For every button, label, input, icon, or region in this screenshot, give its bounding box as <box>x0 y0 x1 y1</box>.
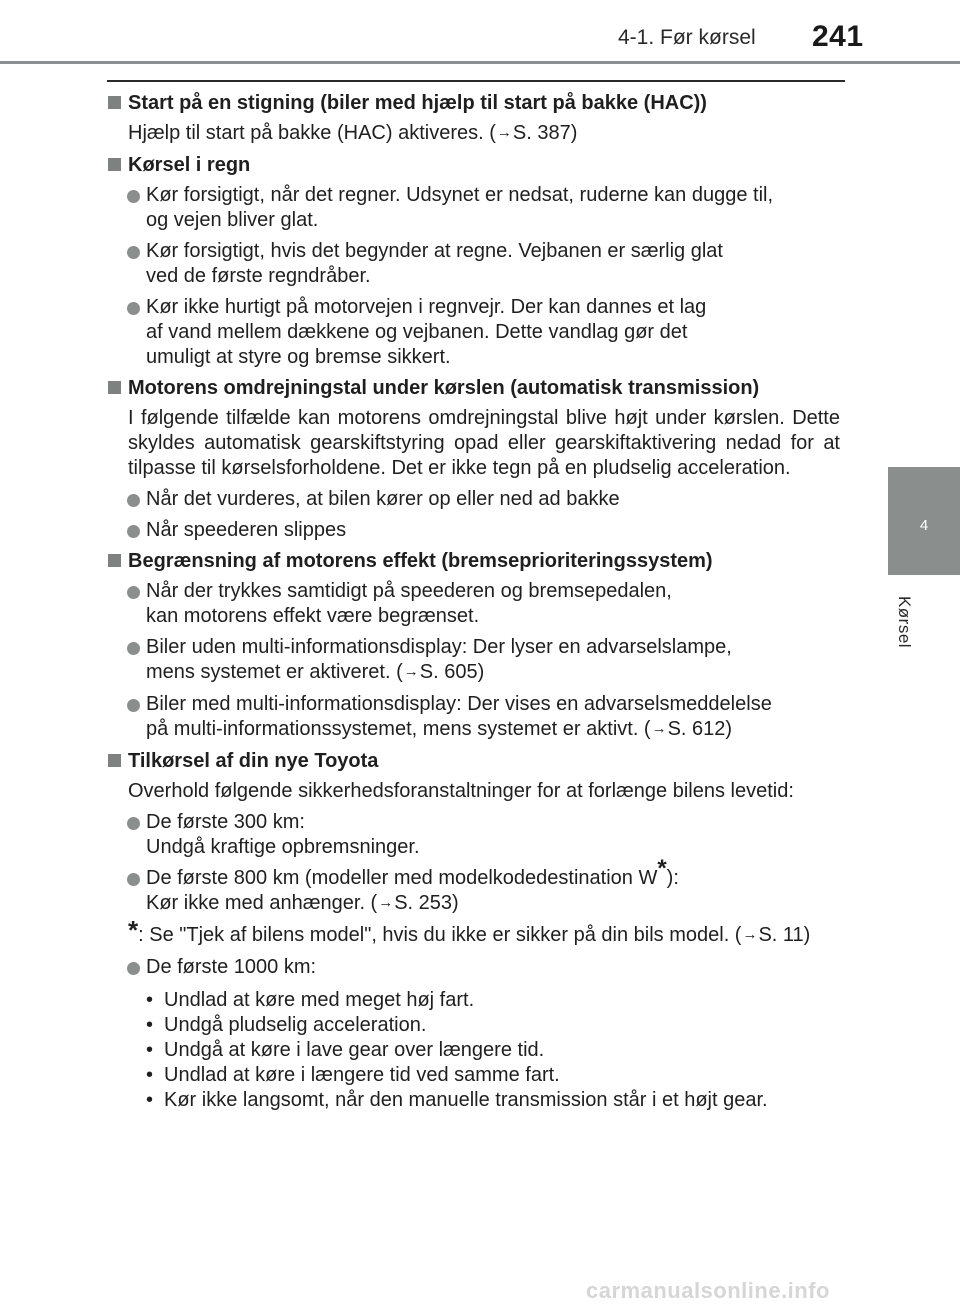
circle-bullet-icon <box>127 302 140 315</box>
sub-list <box>108 988 840 1113</box>
arrow-right-icon: → <box>496 124 512 141</box>
page-header <box>0 0 960 80</box>
list-item: Når det vurderes, at bilen kører op eller ned ad bakke <box>108 487 840 512</box>
circle-bullet-icon <box>127 873 140 886</box>
page-reference: S. 253) <box>394 892 459 914</box>
circle-bullet-icon <box>127 190 140 203</box>
bullet-dot-icon: • <box>146 1089 154 1111</box>
sub-list-item: • Undgå pludselig acceleration. <box>146 1014 427 1036</box>
arrow-right-icon: → <box>742 926 758 943</box>
bullet-dot-icon: • <box>146 1039 154 1061</box>
list-item: Kør ikke hurtigt på motorvejen i regnvejr. Der kan dannes et lag af vand mellem dækkene og vejbanen. Dette vandlag gør det umuligt at styre og bremse sikkert. <box>108 295 840 370</box>
chapter-side-tab <box>888 467 960 575</box>
square-bullet-icon <box>108 96 121 109</box>
arrow-right-icon: → <box>651 720 667 737</box>
list-item: Biler uden multi-informationsdisplay: Der lyser en advarselslampe, mens systemet er aktiveret. (→S. 605) <box>108 635 840 686</box>
section-heading-hac: Start på en stigning (biler med hjælp til start på bakke (HAC)) <box>108 91 840 116</box>
circle-bullet-icon <box>127 962 140 975</box>
page-number: 241 <box>812 20 864 53</box>
side-tab-number: 4 <box>919 517 929 534</box>
sub-list-item: • Undlad at køre i længere tid ved samme fart. <box>146 1064 560 1086</box>
footnote: *: Se "Tjek af bilens model", hvis du ikke er sikker på din bils model. (→S. 11) <box>128 915 811 946</box>
bullet-dot-icon: • <box>146 989 154 1011</box>
footnote-star-icon: * <box>128 915 139 945</box>
square-bullet-icon <box>108 381 121 394</box>
list-item: De første 800 km (modeller med modelkodedestination W*): Kør ikke med anhænger. (→S. 253) <box>108 866 840 917</box>
square-bullet-icon <box>108 158 121 171</box>
circle-bullet-icon <box>127 246 140 259</box>
list-item: Når speederen slippes <box>108 518 840 543</box>
circle-bullet-icon <box>127 817 140 830</box>
watermark: carmanualsonline.info <box>586 1278 830 1303</box>
circle-bullet-icon <box>127 699 140 712</box>
chapter-title: 4-1. Før kørsel <box>618 26 756 49</box>
section-body-hac: Hjælp til start på bakke (HAC) aktiveres. (→S. 387) <box>128 122 578 144</box>
list-item: Kør forsigtigt, hvis det begynder at regne. Vejbanen er særlig glat ved de første regndråber. <box>108 239 840 289</box>
arrow-right-icon: → <box>403 663 419 680</box>
footnote-star-icon: * <box>657 855 667 882</box>
sub-list-item: • Kør ikke langsomt, når den manuelle transmission står i et højt gear. <box>146 1089 768 1111</box>
circle-bullet-icon <box>127 494 140 507</box>
square-bullet-icon <box>108 554 121 567</box>
square-bullet-icon <box>108 754 121 767</box>
page-reference: S. 612) <box>667 718 733 740</box>
content-top-rule <box>107 80 845 82</box>
circle-bullet-icon <box>127 642 140 655</box>
sub-list-item: • Undgå at køre i lave gear over længere tid. <box>146 1039 545 1061</box>
circle-bullet-icon <box>127 525 140 538</box>
section-heading-breakin: Tilkørsel af din nye Toyota <box>108 749 840 774</box>
section-body-breakin: Overhold følgende sikkerhedsforanstaltninger for at forlænge bilens levetid: <box>128 780 794 802</box>
list-item: De første 1000 km: <box>108 955 840 980</box>
section-heading-rpm: Motorens omdrejningstal under kørslen (automatisk transmission) <box>108 376 840 401</box>
sub-list-item: • Undlad at køre med meget høj fart. <box>146 989 475 1011</box>
list-item: Biler med multi-informationsdisplay: Der vises en advarselsmeddelelse på multi-informationssystemet, mens systemet er aktivt. (→S. 612) <box>108 692 840 743</box>
section-heading-limit: Begrænsning af motorens effekt (bremseprioriteringssystem) <box>108 549 840 574</box>
arrow-right-icon: → <box>378 894 394 911</box>
page-reference: S. 605) <box>419 661 485 683</box>
page-reference: S. 11) <box>758 924 811 946</box>
header-rule <box>0 61 960 64</box>
section-body-rpm: I følgende tilfælde kan motorens omdrejningstal blive højt under kørslen. Dette skyldes automatisk gearskiftstyring opad eller gearskiftaktivering nedad for at tilpasse til kørselsforholdene. Det er ikke tegn på en pludselig acceleration. <box>128 407 840 479</box>
bullet-dot-icon: • <box>146 1014 154 1036</box>
side-tab-label: Kørsel <box>895 595 914 649</box>
list-item: Kør forsigtigt, når det regner. Udsynet er nedsat, ruderne kan dugge til, og vejen bliver glat. <box>108 183 840 233</box>
list-item: Når der trykkes samtidigt på speederen og bremsepedalen, kan motorens effekt være begrænset. <box>108 579 840 629</box>
page-reference: S. 387) <box>512 122 578 144</box>
page-content <box>108 91 840 1113</box>
list-item: De første 300 km: Undgå kraftige opbremsninger. <box>108 810 840 860</box>
circle-bullet-icon <box>127 586 140 599</box>
bullet-dot-icon: • <box>146 1064 154 1086</box>
section-heading-rain: Kørsel i regn <box>108 153 840 178</box>
